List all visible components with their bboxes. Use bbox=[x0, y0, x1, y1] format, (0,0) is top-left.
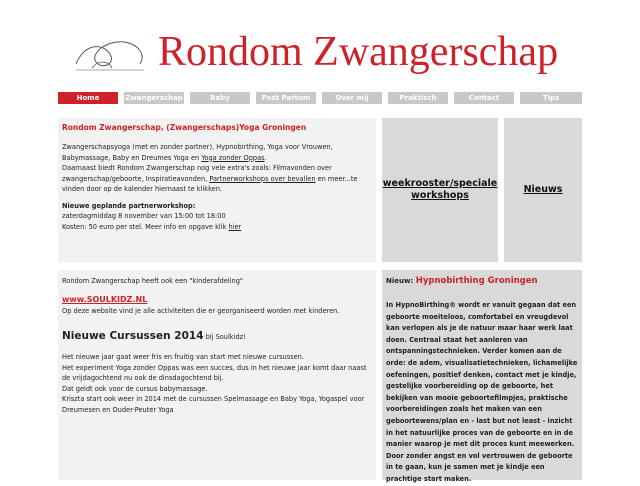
news-tile[interactable] bbox=[504, 118, 582, 262]
intro-title: Rondom Zwangerschap, (Zwangerschaps)Yoga Groningen bbox=[62, 123, 307, 132]
workshop-cost bbox=[62, 222, 372, 233]
kids-body-3: Dat geldt ook voor de cursus babymassage. bbox=[62, 384, 208, 393]
yoga-zonder-oppas-link[interactable]: Yoga zonder Oppas bbox=[201, 153, 265, 162]
soulkidz-link[interactable]: www.SOULKIDZ.NL bbox=[62, 294, 148, 304]
workshop-info-link[interactable]: hier bbox=[228, 222, 242, 231]
nav-praktisch[interactable]: Praktisch bbox=[388, 92, 448, 104]
nav-contact[interactable]: Contact bbox=[454, 92, 514, 104]
intro-text: Daarnaast biedt Rondom Zwangerschap nog vele extra's zoals: Filmavonden over zwangerschap/geboorte, Inspiratieavonden, bbox=[62, 164, 332, 183]
kids-body-4: Kriszta start ook weer in 2014 met de cursussen Spelmassage en Baby Yoga, Yogaspel voor Dreumesen en Ouder-Peuter Yoga bbox=[62, 395, 365, 414]
news-prefix: Nieuw: bbox=[386, 277, 416, 285]
kids-panel bbox=[58, 270, 376, 480]
hypnobirthing-panel bbox=[382, 270, 582, 483]
nav-zwangerschap[interactable]: Zwangerschap bbox=[125, 94, 183, 102]
nav-home[interactable]: Home bbox=[58, 92, 118, 104]
workshop-title: Nieuwe geplande partnerworkshop: bbox=[62, 201, 196, 210]
kids-body-2: Het experiment Yoga zonder Oppas was een succes, dus in het nieuwe jaar komt daar naast de vrijdagochtend nu ook de dinsdagochtend bij. bbox=[62, 363, 367, 382]
kids-body-1: Het nieuwe jaar gaat weer fris en fruitig van start met nieuwe cursussen. bbox=[62, 353, 304, 361]
workshop-cost-text: Kosten: 50 euro per stel. Meer info en opgave klik bbox=[62, 222, 229, 231]
nav-tips[interactable]: Tips bbox=[520, 92, 582, 104]
news-heading bbox=[386, 276, 578, 286]
news-title: Hypnobirthing Groningen bbox=[415, 276, 538, 286]
news-link[interactable]: Nieuws bbox=[523, 184, 563, 195]
partnerworkshops-link[interactable]: Partnerworkshops over bevallen bbox=[209, 174, 316, 183]
workshop-date: zaterdagmiddag 8 november van 15:00 tot 18:00 bbox=[62, 212, 226, 220]
kids-line-1: Rondom Zwangerschap heeft ook een "kinderafdeling" bbox=[62, 277, 243, 285]
nav-baby[interactable]: Baby bbox=[190, 92, 250, 104]
intro-panel bbox=[58, 118, 376, 262]
schedule-link[interactable]: weekrooster/speciale workshops bbox=[382, 178, 498, 201]
kids-line-2: Op deze website vind je alle activiteiten die er georganiseerd worden met kinderen. bbox=[62, 306, 340, 315]
intro-text: en meer...te vinden door op de kalender hiernaast te klikken. bbox=[62, 174, 358, 193]
nav-over-mij[interactable]: Over mij bbox=[322, 92, 382, 104]
kids-heading-text: Nieuwe Cursussen 2014 bbox=[62, 330, 204, 342]
nav-post-partum[interactable]: Post Partum bbox=[256, 92, 316, 104]
intro-paragraph-2 bbox=[62, 163, 372, 195]
site-title: Rondom Zwangerschap bbox=[158, 29, 559, 75]
intro-paragraph-1 bbox=[62, 142, 372, 163]
news-body: In HypnoBirthing® wordt er vanuit gegaan dat een geboorte moeiteloos, comfortabel en vreugdevol kan verlopen als je de natuur maar haar werk laat doen. Centraal staat het aanleren van ontspanningstechnieken. Verder komen aan de orde: de adem, visualisatietechnieken, lichamelijke oefeningen, positief denken, contact met je kindje, gestelijke voorbereiding op de geboorte, het bekijken van mooie geboortefilmpjes, praktische voorbereidingen zoals het maken van een geboortewens/plan en - last but not least - inzicht in het natuurlijke proces van de geboorte en in de manier waarop je met dit proces kunt meewerken. Door zonder angst en vol vertrouwen de geboorte in te gaan, kun je samen met je kindje een prachtige start maken. bbox=[386, 301, 578, 483]
intro-text: . bbox=[264, 153, 267, 162]
logo-flourish-icon bbox=[72, 34, 152, 74]
schedule-tile[interactable] bbox=[382, 118, 498, 262]
kids-heading-suffix: bij Soulkidz! bbox=[203, 333, 246, 341]
kids-heading bbox=[62, 330, 372, 342]
intro-text: Zwangerschapsyoga (met en zonder partner), Hypnobirthing, Yoga voor Vrouwen, Babymassage, Baby en Dreumes Yoga en bbox=[62, 143, 333, 162]
